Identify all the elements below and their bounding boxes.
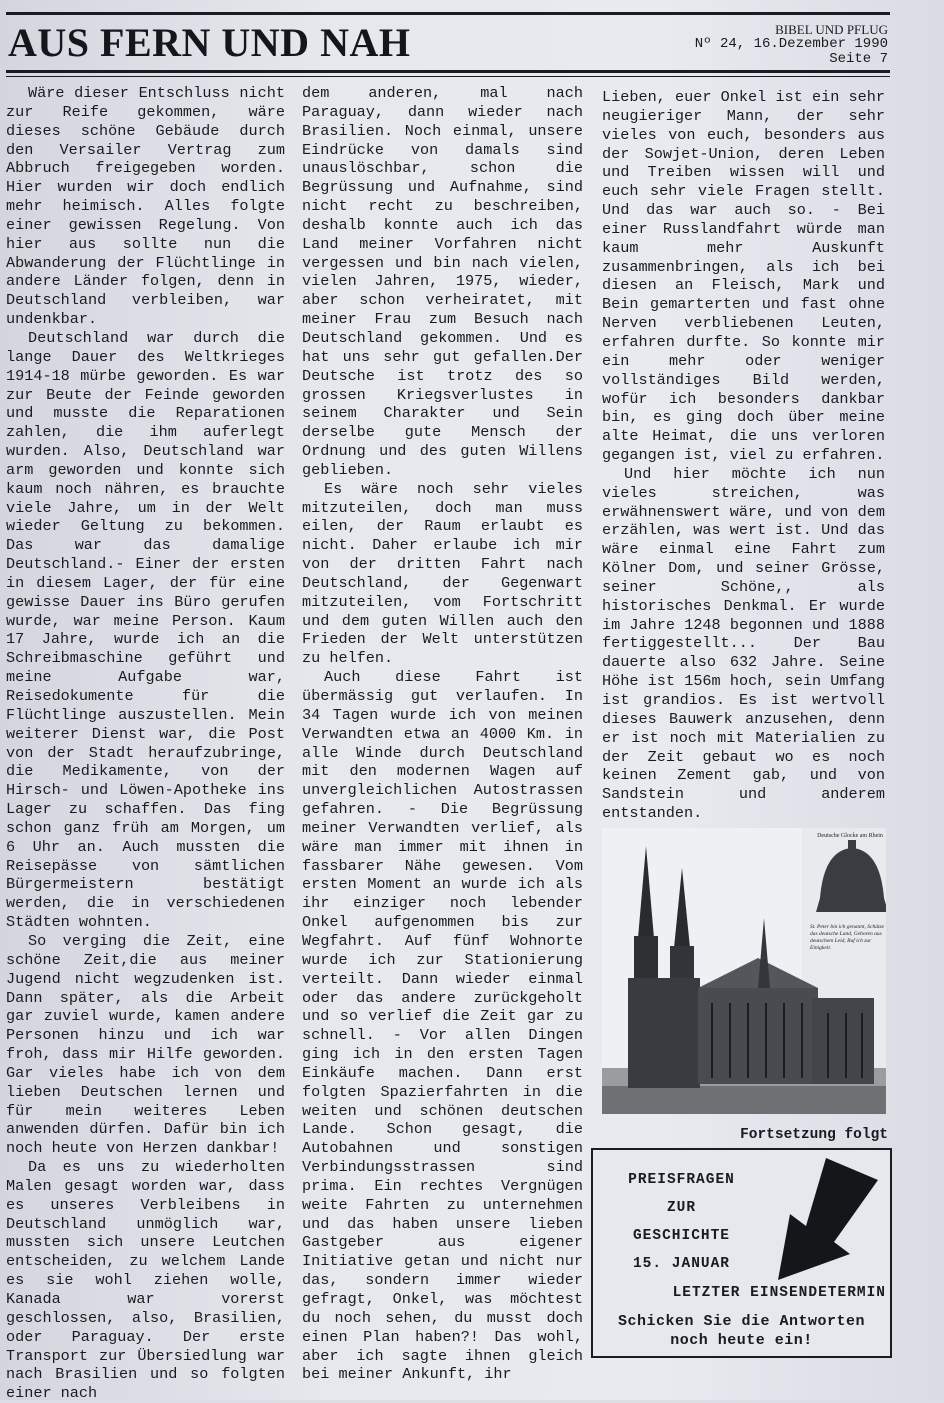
contest-cta: Schicken Sie die Antworten <box>617 1313 866 1330</box>
article-column-3 <box>602 88 885 823</box>
article-column-1 <box>6 84 285 1403</box>
contest-line-2: ZUR <box>666 1200 697 1216</box>
page-number: Seite 7 <box>829 51 888 67</box>
continued-note: Fortsetzung folgt <box>740 1127 888 1143</box>
paragraph: Wäre dieser Entschluss nicht zur Reife gekommen, wäre dieses schöne Gebäude durch den Versailer Vertrag zum Abbruch freigegeben worden. Hier wurden wir doch endlich mehr heimisch. Alles folgte einer gewissen Regelung. Von hier aus sollte nun die Abwanderung der Flüchtlinge in andere Länder folgen, denn in Deutschland verbleiben, war undenkbar. <box>6 84 285 329</box>
issue-info <box>695 22 888 67</box>
contest-box <box>591 1148 892 1358</box>
cologne-cathedral-illustration <box>602 828 886 1114</box>
header-rule-top <box>6 12 890 15</box>
contest-deadline: LETZTER EINSENDETERMIN <box>672 1285 886 1301</box>
paragraph: Da es uns zu wiederholten Malen gesagt worden war, dass es unseres Verbleibens in Deutschland unmöglich war, mussten sich unsere Leutchen entscheiden, zu welchem Lande es sie wohl ziehen wolle, Kanada war vorerst geschlossen, also, Brasilien, oder Paraguay. Der erste Transport zur Übersiedlung war nach Brasilien und so folgten einer nach <box>6 1158 285 1403</box>
paragraph: Auch diese Fahrt ist übermässig gut verlaufen. In 34 Tagen wurde ich von meinen Verwandten etwa an 4000 Km. in alle Winde durch Deutschland mit den modernen Wagen auf unvergleichlichen Autostrassen gefahren. - Die Begrüssung meiner Verwandten verlief, als wäre man immer mit ihnen in fassbarer Nähe gewesen. Vom ersten Moment an wurde ich als ihr einziger noch lebender Onkel aufgenommen bis zur Wegfahrt. Auf fünf Wohnorte wurde ich zur Stationierung verteilt. Dann wieder einmal oder das andere zurückgeholt und so verlief die Zeit gar zu schnell. - Vor allen Dingen ging ich in den ersten Tagen Einkäufe machen. Dann erst folgten Spazierfahrten in die weiten und schönen deutschen Lande. Schon gesagt, die Autobahnen und sonstigen Verbindungsstrassen sind prima. Ein rechtes Vergnügen weite Fahrten zu unternehmen und das haben unsere lieben Gastgeber aus eigener Initiative getan und nicht nur das, sondern immer wieder gefragt, Onkel, was möchtest du noch sehen, du musst doch einen Plan haben?! Das wohl, aber ich sagte ihnen gleich bei meiner Ankunft, ihr <box>302 668 583 1384</box>
article-column-2 <box>302 84 583 1384</box>
contest-title: PREISFRAGEN <box>628 1172 735 1188</box>
contest-date: 15. JANUAR <box>632 1256 730 1272</box>
paragraph: dem anderen, mal nach Paraguay, dann wieder nach Brasilien. Noch einmal, unsere Eindrücke von damals sind unauslöschbar, schon die Begrüssung und Aufnahme, sind nicht recht zu beschreiben, deshalb konnte auch ich das Land meiner Vorfahren nicht vergessen und bin nach vielen, vielen Jahren, 1975, wieder, aber schon verheiratet, mit meiner Frau zum Besuch nach Deutschland gekommen. Und es hat uns sehr gut gefallen.Der Deutsche ist trotz des so grossen Kriegsverlustes in seinem Charakter und Sein derselbe gute Mensch der Ordnung und des guten Willens geblieben. <box>302 84 583 479</box>
paragraph: Deutschland war durch die lange Dauer des Weltkrieges 1914-18 mürbe geworden. Es war zur Beute der Feinde geworden und musste die Reparationen zahlen, die ihm auferlegt wurden. Also, Deutschland war arm geworden und konnte sich kaum noch nähren, es brauchte viele Jahre, um in der Welt wieder Geltung zu bekommen. Das war das damalige Deutschland.- Einer der ersten in diesem Lager, der für eine gewisse Dauer ins Büro gerufen wurde, war meine Person. Kaum 17 Jahre, wurde ich an die Schreibmaschine geführt und meine Aufgabe war, Reisedokumente für die Flüchtlinge auszustellen. Mein weiterer Dienst war, die Post von der Stadt heraufzubringe, die Medikamente, von der Hirsch- und Löwen-Apotheke ins Lager zu schaffen. Das fing schon ganz früh am Morgen, um 6 Uhr an. Auch mussten die Reisepässe von sämtlichen Bürgermeistern bestätigt werden, die in verschiedenen Städten wohnten. <box>6 328 285 932</box>
header-rule-thin <box>6 76 890 77</box>
publication-name: BIBEL UND PFLUG <box>775 22 888 37</box>
bell-inscription: St. Peter bin ich genannt, Schütze das deutsche Land, Geboren aus deutschem Leid, Ruf ich zur Einigkeit. <box>810 924 885 951</box>
contest-line-3: GESCHICHTE <box>632 1228 730 1244</box>
paragraph: Es wäre noch sehr vieles mitzuteilen, doch man muss eilen, der Raum erlaubt es nicht. Daher erlaube ich mir von der dritten Fahrt nach Deutschland, der Gegenwart mitzuteilen, vom Fortschritt und dem guten Willen auch den Frieden der Welt unterstützen zu helfen. <box>302 479 583 668</box>
header-rule-bottom <box>6 70 890 73</box>
paragraph: Lieben, euer Onkel ist ein sehr neugieriger Mann, der sehr vieles von euch, besonders aus der Sowjet-Union, deren Leben und Treiben wissen will und euch sehr viele Fragen stellt. Und das war auch so. - Bei einer Russlandfahrt würde man kaum mehr Auskunft zusammenbringen, als ich bei diesen an Fleisch, Mark und Bein gemarterten und fast ohne Nerven verbliebenen Leuten, erfahren durfte. So konnte mir ein mehr oder weniger vollständiges Bild werden, wofür ich besonders dankbar bin, es ging doch über meine alte Heimat, die uns verloren gegangen ist, viel zu erfahren. <box>602 88 885 465</box>
page-title: AUS FERN UND NAH <box>8 20 411 65</box>
contest-cta-2: noch heute ein! <box>670 1332 813 1349</box>
cathedral-picture <box>602 828 886 1114</box>
issue-number: Nº 24, 16.Dezember 1990 <box>694 36 888 52</box>
paragraph: So verging die Zeit, eine schöne Zeit,die aus meiner Jugend nicht wegzudenken ist. Dann später, als die Arbeit gar zuviel wurde, kamen andere Personen hinzu und ich war froh, dass mir Hilfe geworden. Gar vieles habe ich von dem lieben Deutschen lernen und für mein weiteres Leben anwenden dürfen. Dafür bin ich noch heute von Herzen dankbar! <box>6 931 285 1158</box>
bell-caption: Deutsche Glocke am Rhein <box>817 833 883 839</box>
paragraph: Und hier möchte ich nun vieles streichen, was erwähnenswert wäre, und von dem erzählen, was wert ist. Und das wäre einmal eine Fahrt zum Kölner Dom, und seiner Grösse, seiner Schöne,, als historisches Denkmal. Er wurde im Jahre 1248 begonnen und 1888 fertiggestellt... Der Bau dauerte also 632 Jahre. Seine Höhe ist 156m hoch, sein Umfang ist grandios. Es ist wertvoll dieses Bauwerk anzusehen, denn er ist noch mit Materialien zu der Zeit gebaut wo es noch keinen Zement gab, und von Sandstein und anderem entstanden. <box>602 464 885 823</box>
